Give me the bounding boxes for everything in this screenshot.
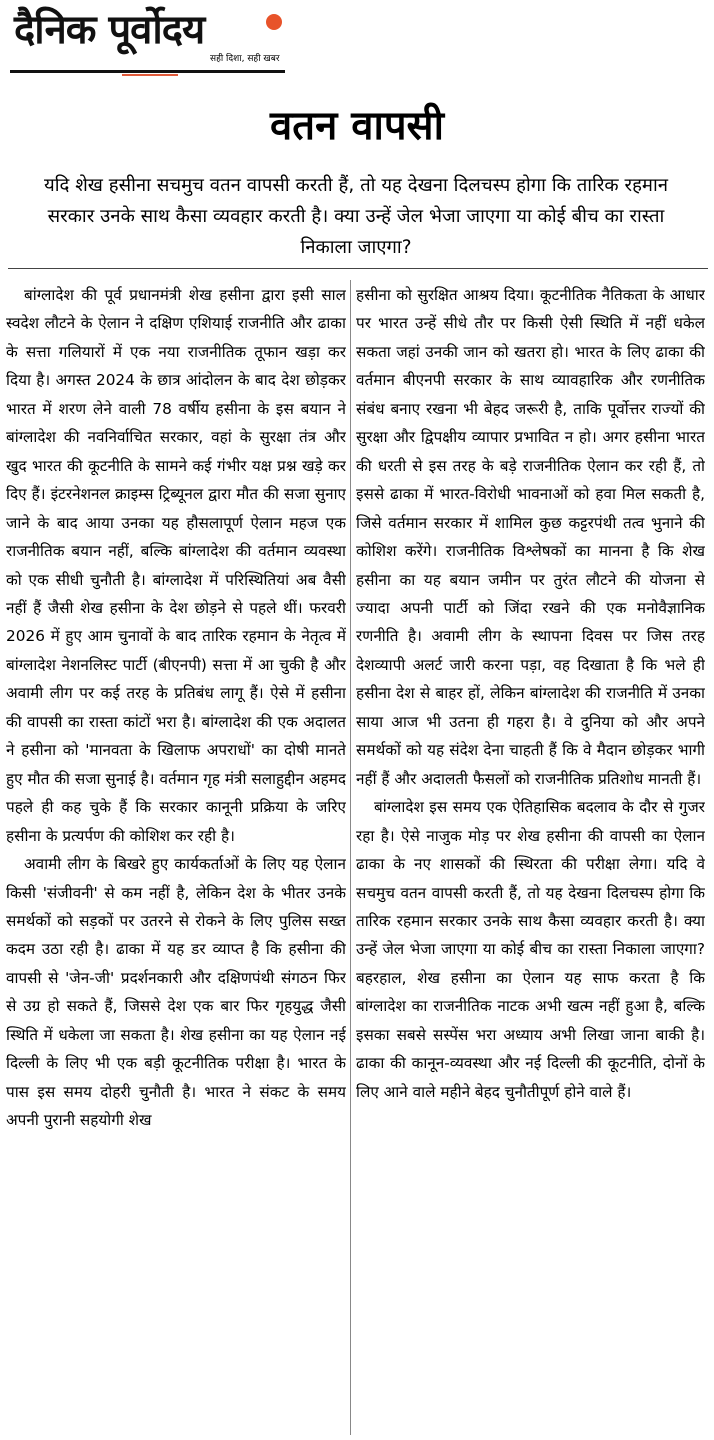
masthead	[10, 6, 288, 72]
newspaper-name: दैनिक पूर्वोदय	[14, 7, 205, 53]
logo-dot-icon	[266, 14, 282, 30]
tagline: सही दिशा, सही खबर	[210, 54, 280, 64]
article-column-right	[356, 281, 705, 1431]
paragraph: बांग्लादेश इस समय एक ऐतिहासिक बदलाव के दौर से गुजर रहा है। ऐसे नाजुक मोड़ पर शेख हसीना की वापसी का ऐलान ढाका के नए शासकों की स्थिरता की परीक्षा लेगा। यदि वे सचमुच वतन वापसी करती हैं, तो यह देखना दिलचस्प होगा कि तारिक रहमान सरकार उनके साथ कैसा व्यवहार करती है। क्या उन्हें जेल भेजा जाएगा या कोई बीच का रास्ता निकाला जाएगा? बहरहाल, शेख हसीना का ऐलान यह साफ करता है कि बांग्लादेश का राजनीतिक नाटक अभी खत्म नहीं हुआ है, बल्कि इसका सबसे सस्पेंस भरा अध्याय अभी लिखा जाना बाकी है। ढाका की कानून-व्यवस्था और नई दिल्ली की कूटनीति, दोनों के लिए आने वाले महीने बेहद चुनौतीपूर्ण होने वाले हैं।	[356, 798, 705, 1101]
column-divider	[350, 280, 351, 1435]
deck-divider	[8, 268, 708, 269]
article-deck: यदि शेख हसीना सचमुच वतन वापसी करती हैं, तो यह देखना दिलचस्प होगा कि तारिक रहमान सरकार उनके साथ कैसा व्यवहार करती है। क्या उन्हें जेल भेजा जाएगा या कोई बीच का रास्ता निकाला जाएगा?	[43, 175, 669, 258]
masthead-subrule	[122, 74, 178, 76]
paragraph: हसीना को सुरक्षित आश्रय दिया। कूटनीतिक नैतिकता के आधार पर भारत उन्हें सीधे तौर पर किसी ऐसी स्थिति में नहीं धकेल सकता जहां उनकी जान को खतरा हो। भारत के लिए ढाका की वर्तमान बीएनपी सरकार के साथ व्यावहारिक और रणनीतिक संबंध बनाए रखना भी बेहद जरूरी है, ताकि पूर्वोत्तर राज्यों की सुरक्षा और द्विपक्षीय व्यापार प्रभावित न हो। अगर हसीना भारत की धरती से इस तरह के बड़े राजनीतिक ऐलान कर रही हैं, तो इससे ढाका में भारत-विरोधी भावनाओं को हवा मिल सकती है, जिसे वर्तमान सरकार में शामिल कुछ कट्टरपंथी तत्व भुनाने की कोशिश करेंगे। राजनीतिक विश्लेषकों का मानना है कि शेख हसीना का यह बयान जमीन पर तुरंत लौटने की योजना से ज्यादा अपनी पार्टी को जिंदा रखने की एक मनोवैज्ञानिक रणनीति है। अवामी लीग के स्थापना दिवस पर जिस तरह देशव्यापी अलर्ट जारी करना पड़ा, वह दिखाता है कि भले ही हसीना देश से बाहर हों, लेकिन बांग्लादेश की राजनीति में उनका साया आज भी उतना ही गहरा है। वे दुनिया को और अपने समर्थकों को यह संदेश देना चाहती हैं कि वे मैदान छोड़कर भागी नहीं हैं और अदालती फैसलों को राजनीतिक प्रतिशोध मानती हैं।	[356, 286, 705, 788]
masthead-rule	[10, 70, 285, 73]
paragraph: बांग्लादेश की पूर्व प्रधानमंत्री शेख हसीना द्वारा इसी साल स्वदेश लौटने के ऐलान ने दक्षिण एशियाई राजनीति और ढाका के सत्ता गलियारों में एक नया राजनीतिक तूफान खड़ा कर दिया है। अगस्त 2024 के छात्र आंदोलन के बाद देश छोड़कर भारत में शरण लेने वाली 78 वर्षीय हसीना के इस बयान ने बांग्लादेश की नवनिर्वाचित सरकार, वहां के सुरक्षा तंत्र और खुद भारत की कूटनीति के सामने कई गंभीर यक्ष प्रश्न खड़े कर दिए हैं। इंटरनेशनल क्राइम्स ट्रिब्यूनल द्वारा मौत की सजा सुनाए जाने के बाद आया उनका यह हौसलापूर्ण ऐलान महज एक राजनीतिक बयान नहीं, बल्कि बांग्लादेश की वर्तमान व्यवस्था को एक सीधी चुनौती है। बांग्लादेश में परिस्थितियां अब वैसी नहीं हैं जैसी शेख हसीना के देश छोड़ने से पहले थीं। फरवरी 2026 में हुए आम चुनावों के बाद तारिक रहमान के नेतृत्व में बांग्लादेश नेशनलिस्ट पार्टी (बीएनपी) सत्ता में आ चुकी है और अवामी लीग पर कई तरह के प्रतिबंध लागू हैं। ऐसे में हसीना की वापसी का रास्ता कांटों भरा है। बांग्लादेश की एक अदालत ने हसीना को 'मानवता के खिलाफ अपराधों' का दोषी मानते हुए मौत की सजा सुनाई है। वर्तमान गृह मंत्री सलाहुद्दीन अहमद पहले ही कह चुके हैं कि सरकार कानूनी प्रक्रिया के जरिए हसीना के प्रत्यर्पण की कोशिश कर रही है।	[6, 286, 346, 845]
article-headline: वतन वापसी	[270, 103, 444, 149]
paragraph: अवामी लीग के बिखरे हुए कार्यकर्ताओं के लिए यह ऐलान किसी 'संजीवनी' से कम नहीं है, लेकिन देश के भीतर उनके समर्थकों को सड़कों पर उतरने से रोकने के लिए पुलिस सख्त कदम उठा रही है। ढाका में यह डर व्याप्त है कि हसीना की वापसी से 'जेन-जी' प्रदर्शनकारी और दक्षिणपंथी संगठन फिर से उग्र हो सकते हैं, जिससे देश एक बार फिर गृहयुद्ध जैसी स्थिति में धकेला जा सकता है। शेख हसीना का यह ऐलान नई दिल्ली के लिए भी एक बड़ी कूटनीतिक परीक्षा है। भारत के पास इस समय दोहरी चुनौती है। भारत ने संकट के समय अपनी पुरानी सहयोगी शेख	[6, 855, 346, 1130]
article-column-left	[6, 281, 346, 1431]
